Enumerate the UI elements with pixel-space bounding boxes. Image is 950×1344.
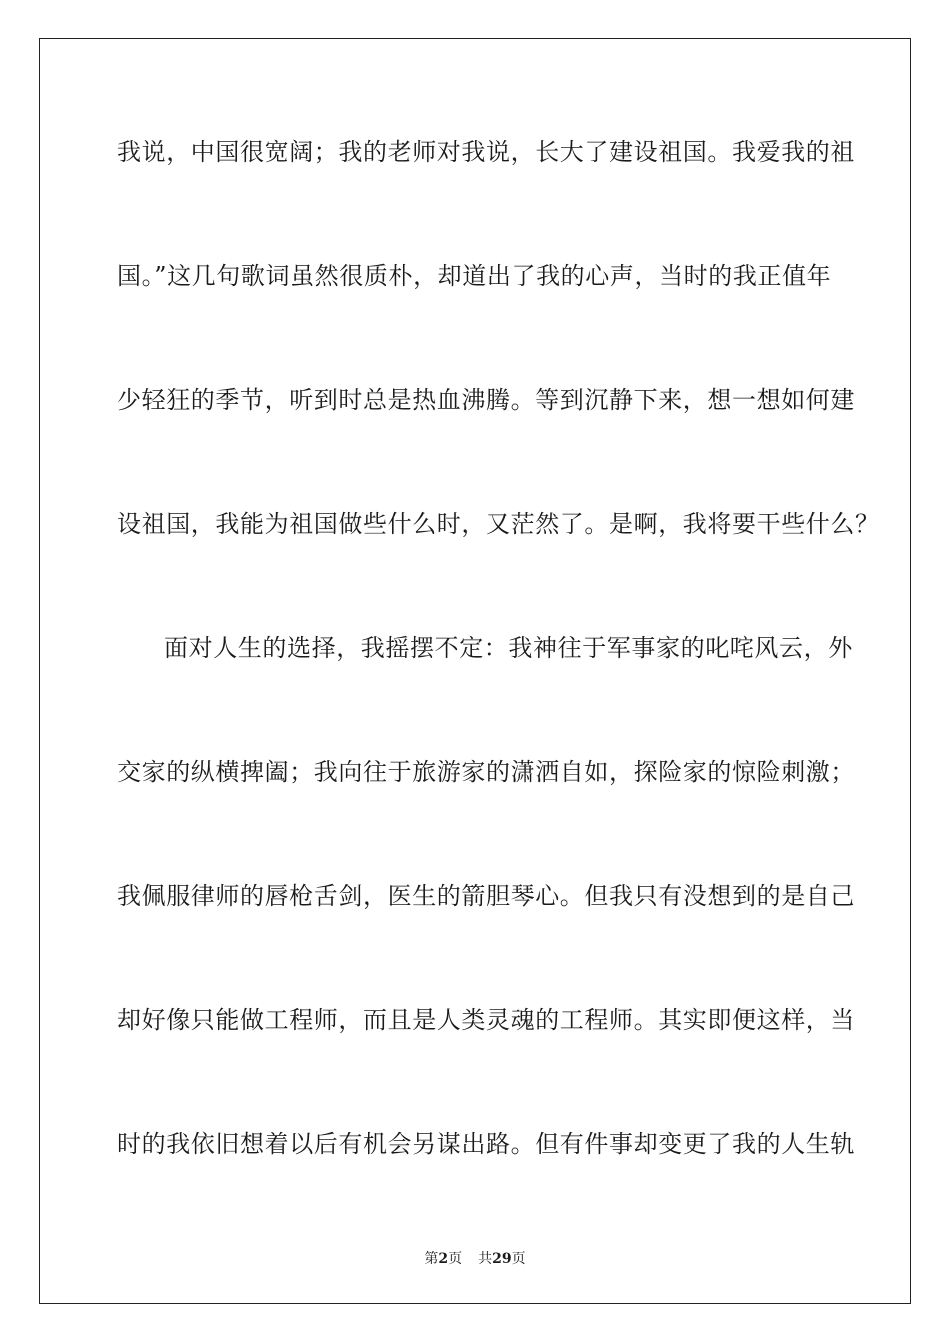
text-line: 设祖国，我能为祖国做些什么时，又茫然了。是啊，我将要干些什么？ [117, 510, 880, 538]
total-pages: 29 [492, 1251, 512, 1267]
text-line: 时的我依旧想着以后有机会另谋出路。但有件事却变更了我的人生轨 [117, 1130, 855, 1158]
page-number: 2 [438, 1251, 449, 1267]
document-body [117, 130, 880, 1246]
text-line: 我佩服律师的唇枪舌剑，医生的箭胆琴心。但我只有没想到的是自己 [117, 882, 855, 910]
total-suffix: 页 [511, 1251, 526, 1267]
text-line: 却好像只能做工程师，而且是人类灵魂的工程师。其实即便这样，当 [117, 1006, 855, 1034]
text-line: 少轻狂的季节，听到时总是热血沸腾。等到沉静下来，想一想如何建 [117, 386, 855, 414]
page-suffix: 页 [448, 1251, 463, 1267]
text-line-paragraph-start: 面对人生的选择，我摇摆不定：我神往于军事家的叱咤风云，外 [164, 634, 853, 662]
total-prefix: 共 [478, 1251, 493, 1267]
page-prefix: 第 [424, 1251, 439, 1267]
page-footer [0, 1248, 950, 1268]
text-line: 交家的纵横捭阖；我向往于旅游家的潇洒自如，探险家的惊险刺激； [117, 758, 855, 786]
text-line: 我说，中国很宽阔；我的老师对我说，长大了建设祖国。我爱我的祖 [117, 138, 855, 166]
text-line: 国。”这几句歌词虽然很质朴，却道出了我的心声，当时的我正值年 [117, 262, 832, 290]
